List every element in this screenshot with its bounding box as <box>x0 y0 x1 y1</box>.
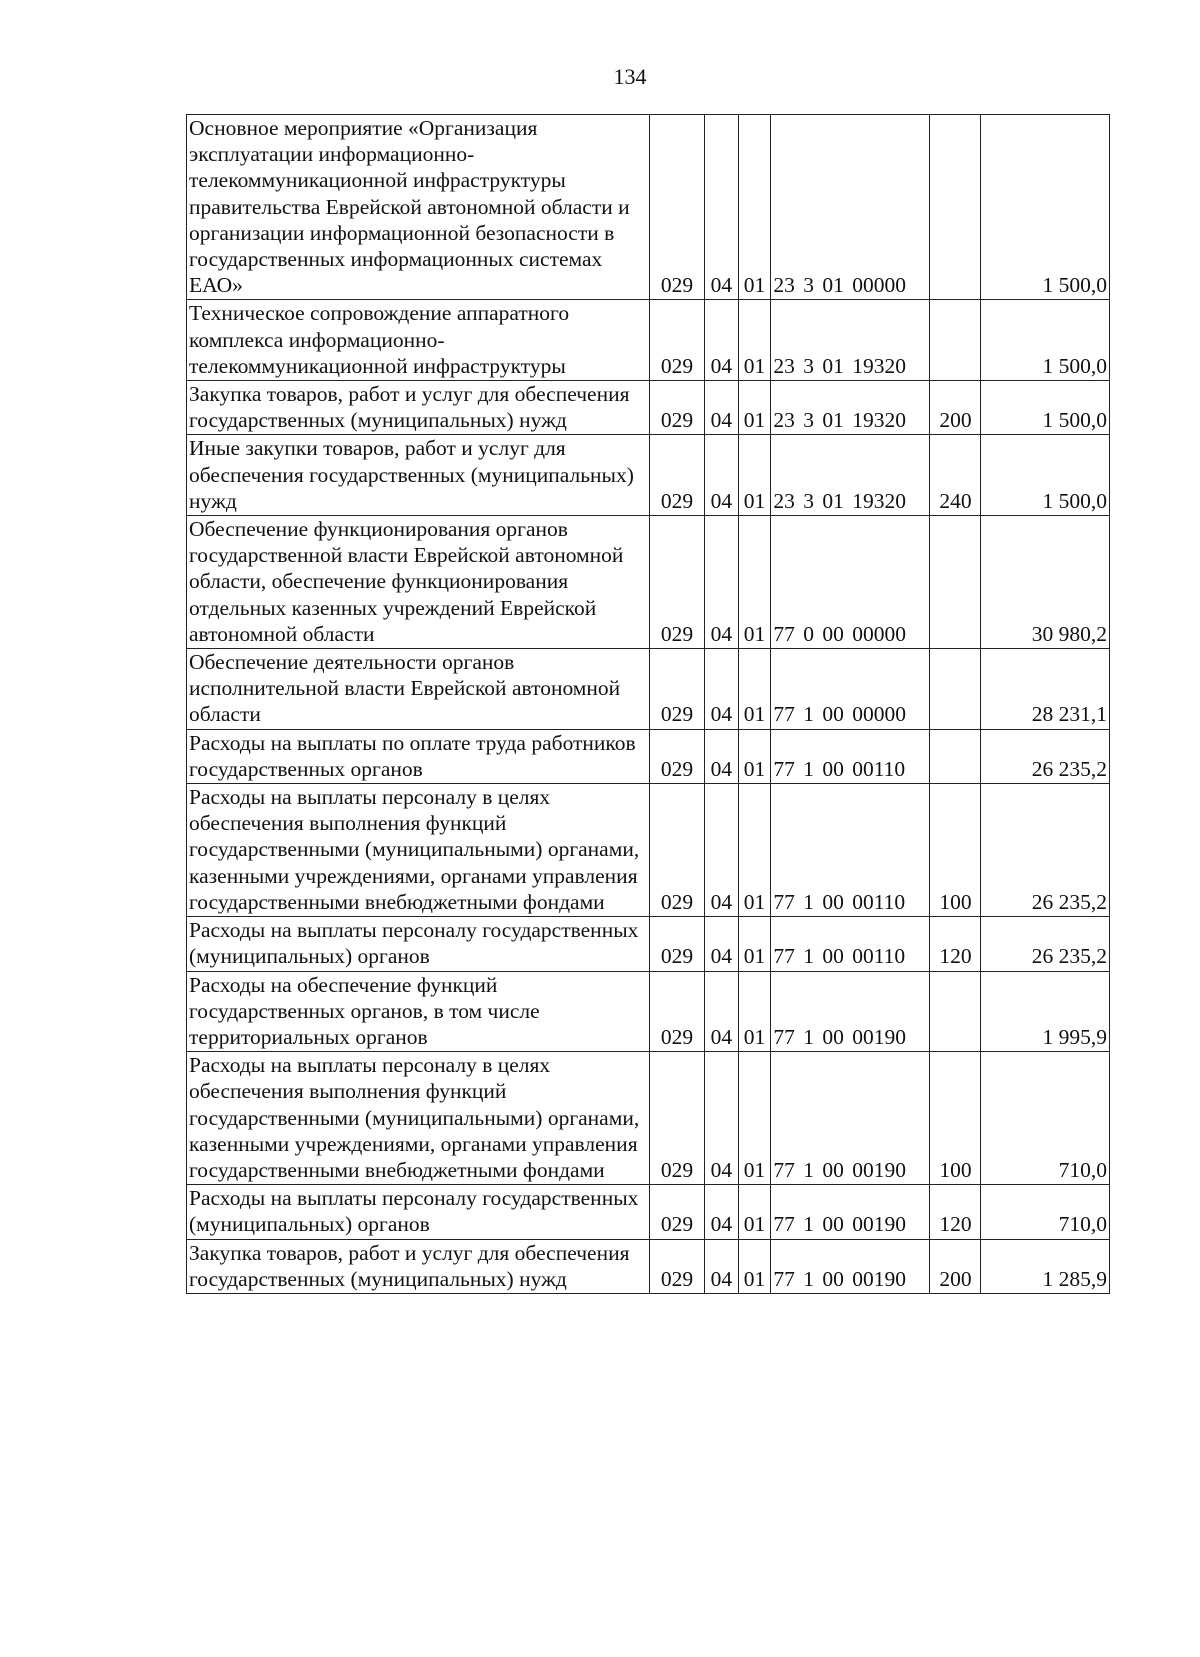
row-name: Расходы на выплаты персоналу в целях обеспечения выполнения функций государственными (муниципальными) органами, казенными учреждениями, органами управления государственными внебюджетными фондами <box>187 784 650 917</box>
row-expense-type-code: 200 <box>930 1239 981 1293</box>
row-target-article-code: 77 1 00 00190 <box>771 1239 930 1293</box>
row-name: Расходы на выплаты по оплате труда работников государственных органов <box>187 729 650 783</box>
row-section-code: 04 <box>705 917 739 971</box>
row-target-article-code: 77 1 00 00110 <box>771 917 930 971</box>
row-gr-code: 029 <box>650 115 705 300</box>
table-row <box>187 917 1110 971</box>
row-section-code: 04 <box>705 435 739 516</box>
row-expense-type-code <box>930 300 981 381</box>
row-gr-code: 029 <box>650 729 705 783</box>
row-name: Иные закупки товаров, работ и услуг для обеспечения государственных (муниципальных) нужд <box>187 435 650 516</box>
row-gr-code: 029 <box>650 516 705 649</box>
row-name: Техническое сопровождение аппаратного комплекса информационно-телекоммуникационной инфраструктуры <box>187 300 650 381</box>
row-section-code: 04 <box>705 300 739 381</box>
row-sum: 1 285,9 <box>981 1239 1110 1293</box>
row-subsection-code: 01 <box>738 300 771 381</box>
row-section-code: 04 <box>705 784 739 917</box>
table-row <box>187 1052 1110 1185</box>
row-target-article-code: 23 3 01 00000 <box>771 115 930 300</box>
row-subsection-code: 01 <box>738 381 771 435</box>
row-subsection-code: 01 <box>738 516 771 649</box>
row-subsection-code: 01 <box>738 1052 771 1185</box>
row-name: Закупка товаров, работ и услуг для обеспечения государственных (муниципальных) нужд <box>187 381 650 435</box>
row-target-article-code: 77 1 00 00190 <box>771 1052 930 1185</box>
row-target-article-code: 77 1 00 00110 <box>771 729 930 783</box>
row-section-code: 04 <box>705 1239 739 1293</box>
row-section-code: 04 <box>705 516 739 649</box>
row-section-code: 04 <box>705 1185 739 1239</box>
row-subsection-code: 01 <box>738 729 771 783</box>
row-section-code: 04 <box>705 115 739 300</box>
row-target-article-code: 77 0 00 00000 <box>771 516 930 649</box>
table-row <box>187 1239 1110 1293</box>
row-target-article-code: 23 3 01 19320 <box>771 381 930 435</box>
row-expense-type-code: 120 <box>930 917 981 971</box>
row-subsection-code: 01 <box>738 115 771 300</box>
row-expense-type-code: 100 <box>930 784 981 917</box>
row-subsection-code: 01 <box>738 435 771 516</box>
row-gr-code: 029 <box>650 649 705 730</box>
row-gr-code: 029 <box>650 435 705 516</box>
row-sum: 1 500,0 <box>981 300 1110 381</box>
row-target-article-code: 77 1 00 00190 <box>771 971 930 1052</box>
row-target-article-code: 23 3 01 19320 <box>771 300 930 381</box>
budget-table-body <box>187 115 1110 1294</box>
row-sum: 1 500,0 <box>981 435 1110 516</box>
row-target-article-code: 23 3 01 19320 <box>771 435 930 516</box>
row-gr-code: 029 <box>650 1185 705 1239</box>
row-sum: 1 995,9 <box>981 971 1110 1052</box>
table-row <box>187 435 1110 516</box>
row-subsection-code: 01 <box>738 971 771 1052</box>
table-row <box>187 971 1110 1052</box>
row-name: Расходы на выплаты персоналу государственных (муниципальных) органов <box>187 917 650 971</box>
row-sum: 30 980,2 <box>981 516 1110 649</box>
row-section-code: 04 <box>705 381 739 435</box>
row-expense-type-code: 240 <box>930 435 981 516</box>
row-expense-type-code <box>930 971 981 1052</box>
row-name: Расходы на выплаты персоналу государственных (муниципальных) органов <box>187 1185 650 1239</box>
row-sum: 26 235,2 <box>981 729 1110 783</box>
row-expense-type-code <box>930 115 981 300</box>
budget-table <box>186 114 1110 1294</box>
table-row <box>187 784 1110 917</box>
row-name: Расходы на обеспечение функций государственных органов, в том числе территориальных органов <box>187 971 650 1052</box>
table-row <box>187 300 1110 381</box>
row-subsection-code: 01 <box>738 1239 771 1293</box>
row-sum: 1 500,0 <box>981 115 1110 300</box>
table-row <box>187 115 1110 300</box>
row-gr-code: 029 <box>650 300 705 381</box>
row-gr-code: 029 <box>650 1052 705 1185</box>
row-sum: 710,0 <box>981 1185 1110 1239</box>
row-name: Обеспечение функционирования органов государственной власти Еврейской автономной области, обеспечение функционирования отдельных казенных учреждений Еврейской автономной области <box>187 516 650 649</box>
row-target-article-code: 77 1 00 00110 <box>771 784 930 917</box>
row-subsection-code: 01 <box>738 784 771 917</box>
row-sum: 1 500,0 <box>981 381 1110 435</box>
row-gr-code: 029 <box>650 971 705 1052</box>
row-name: Основное мероприятие «Организация эксплуатации информационно-телекоммуникационной инфраструктуры правительства Еврейской автономной области и организации информационной безопасности в государственных информационных системах ЕАО» <box>187 115 650 300</box>
row-expense-type-code: 200 <box>930 381 981 435</box>
row-sum: 710,0 <box>981 1052 1110 1185</box>
row-subsection-code: 01 <box>738 1185 771 1239</box>
row-gr-code: 029 <box>650 917 705 971</box>
page-number: 134 <box>613 64 647 89</box>
row-sum: 26 235,2 <box>981 917 1110 971</box>
row-target-article-code: 77 1 00 00190 <box>771 1185 930 1239</box>
row-name: Закупка товаров, работ и услуг для обеспечения государственных (муниципальных) нужд <box>187 1239 650 1293</box>
row-target-article-code: 77 1 00 00000 <box>771 649 930 730</box>
table-row <box>187 729 1110 783</box>
row-sum: 28 231,1 <box>981 649 1110 730</box>
row-name: Расходы на выплаты персоналу в целях обеспечения выполнения функций государственными (муниципальными) органами, казенными учреждениями, органами управления государственными внебюджетными фондами <box>187 1052 650 1185</box>
table-row <box>187 649 1110 730</box>
row-gr-code: 029 <box>650 1239 705 1293</box>
row-section-code: 04 <box>705 971 739 1052</box>
row-gr-code: 029 <box>650 381 705 435</box>
table-row <box>187 381 1110 435</box>
row-section-code: 04 <box>705 1052 739 1185</box>
row-sum: 26 235,2 <box>981 784 1110 917</box>
row-section-code: 04 <box>705 729 739 783</box>
row-expense-type-code: 100 <box>930 1052 981 1185</box>
row-expense-type-code <box>930 516 981 649</box>
row-name: Обеспечение деятельности органов исполнительной власти Еврейской автономной области <box>187 649 650 730</box>
row-expense-type-code <box>930 649 981 730</box>
row-expense-type-code <box>930 729 981 783</box>
row-subsection-code: 01 <box>738 649 771 730</box>
row-subsection-code: 01 <box>738 917 771 971</box>
table-row <box>187 516 1110 649</box>
table-row <box>187 1185 1110 1239</box>
row-section-code: 04 <box>705 649 739 730</box>
row-gr-code: 029 <box>650 784 705 917</box>
row-expense-type-code: 120 <box>930 1185 981 1239</box>
